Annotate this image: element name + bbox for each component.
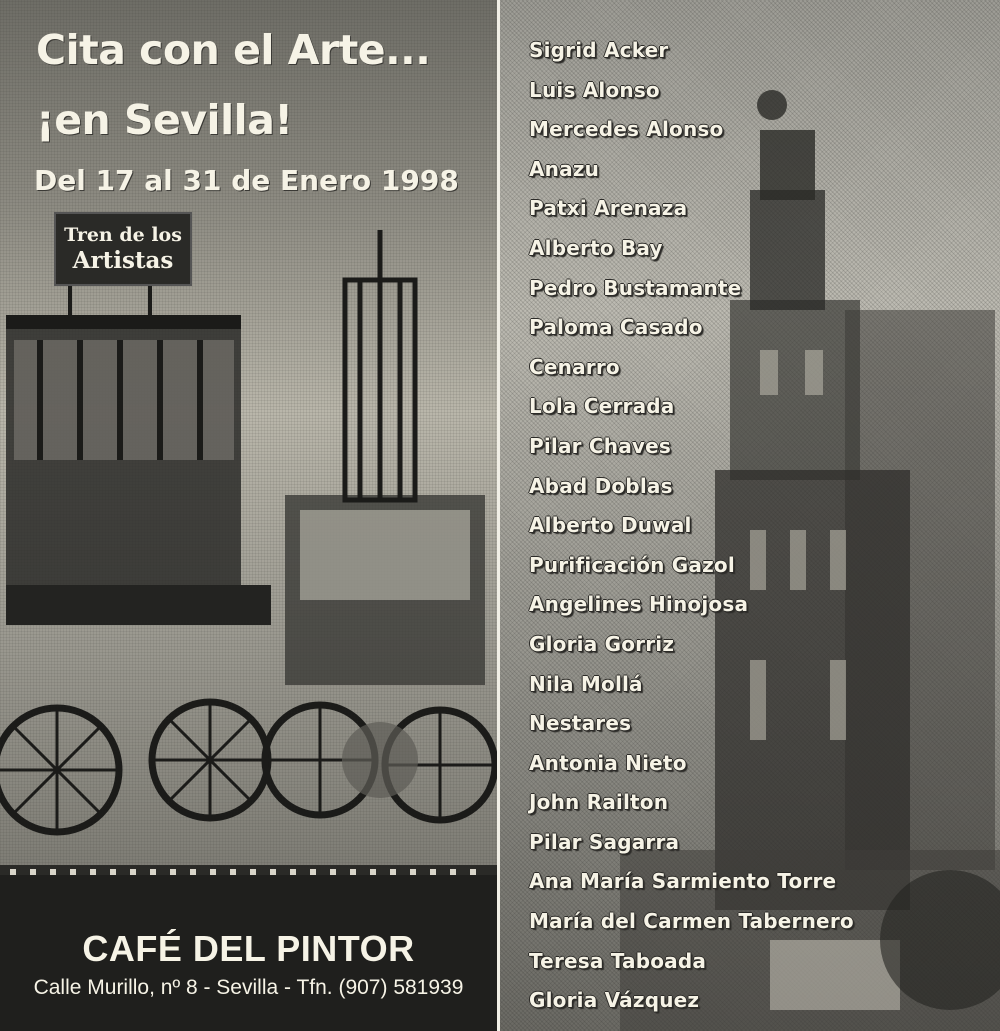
- artist-list: [529, 31, 854, 1021]
- artist-name: Mercedes Alonso: [529, 117, 724, 142]
- artist-name: Anazu: [529, 156, 600, 181]
- artist-name: Angelines Hinojosa: [529, 592, 749, 617]
- artist-name: Nila Mollá: [529, 671, 643, 696]
- venue-name: CAFÉ DEL PINTOR: [82, 928, 415, 969]
- event-dates: Del 17 al 31 de Enero 1998: [34, 164, 459, 197]
- artist-name: Alberto Bay: [529, 235, 663, 260]
- sign-line-1: Tren de los: [64, 224, 182, 246]
- artist-name: Antonia Nieto: [529, 750, 687, 775]
- artist-name: John Railton: [529, 790, 669, 815]
- artist-name: Lola Cerrada: [529, 394, 675, 419]
- title-line-2: ¡en Sevilla!: [36, 96, 293, 144]
- left-panel: [0, 0, 497, 1031]
- train-sign: [54, 212, 192, 286]
- artist-name: Sigrid Acker: [529, 38, 669, 62]
- sign-line-2: Artistas: [72, 247, 174, 274]
- artist-name: Pilar Chaves: [529, 433, 672, 458]
- artist-name: Alberto Duwal: [529, 513, 692, 538]
- artist-name: Patxi Arenaza: [529, 196, 688, 221]
- artist-name: Pedro Bustamante: [529, 275, 742, 300]
- artist-name: Nestares: [529, 711, 632, 736]
- venue-address: Calle Murillo, nº 8 - Sevilla - Tfn. (907) 581939: [33, 976, 464, 999]
- artist-name: Gloria Gorriz: [529, 631, 675, 656]
- right-panel: [500, 0, 1000, 1031]
- artist-name: Purificación Gazol: [529, 552, 735, 577]
- artist-name: Ana María Sarmiento Torre: [529, 869, 837, 894]
- artist-name: Pilar Sagarra: [529, 829, 680, 854]
- artist-name: Gloria Vázquez: [529, 988, 700, 1013]
- title-line-1: Cita con el Arte...: [36, 26, 431, 74]
- artist-name: Abad Doblas: [529, 473, 673, 498]
- artist-name: Paloma Casado: [529, 315, 703, 340]
- artist-name: María del Carmen Tabernero: [529, 909, 854, 934]
- artist-name: Luis Alonso: [529, 77, 660, 102]
- artist-name: Teresa Taboada: [529, 948, 707, 973]
- artist-name: Cenarro: [529, 354, 620, 379]
